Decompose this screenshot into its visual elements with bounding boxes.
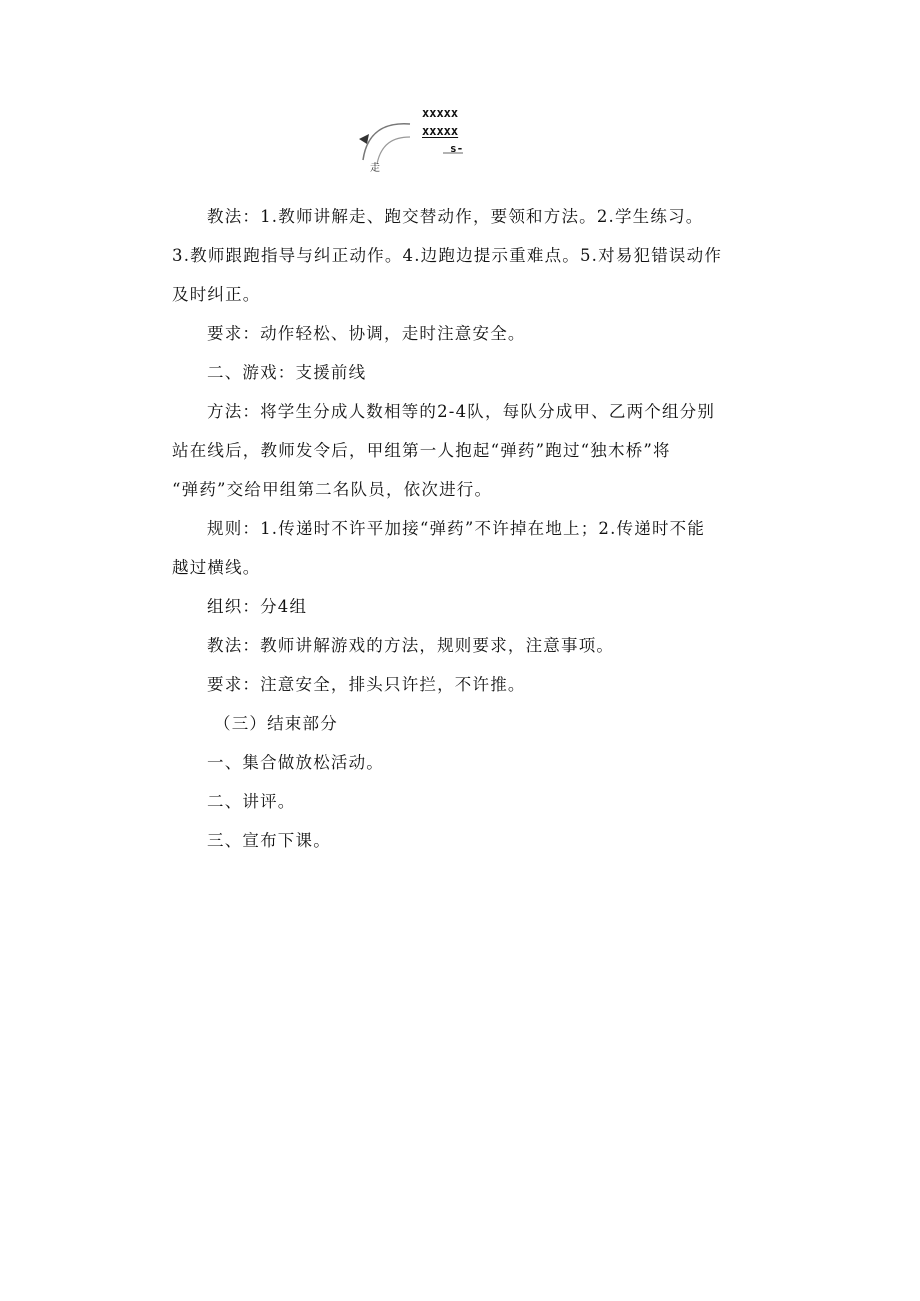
paragraph-line: “弹药”交给甲组第二名队员，依次进行。: [172, 480, 493, 499]
paragraph-line: 教法：1.教师讲解走、跑交替动作，要领和方法。2.学生练习。: [207, 207, 704, 226]
formation-start-mark: s-: [450, 142, 464, 155]
paragraph-line: 组织：分4组: [207, 597, 308, 616]
paragraph-line: 三、宣布下课。: [207, 831, 331, 850]
paragraph-line: 二、讲评。: [207, 792, 296, 811]
section-heading: （三）结束部分: [214, 714, 338, 733]
paragraph-line: 及时纠正。: [172, 285, 261, 304]
paragraph-line: 越过横线。: [172, 558, 261, 577]
paragraph-line: 教法：教师讲解游戏的方法，规则要求，注意事项。: [207, 636, 615, 655]
paragraph-line: 要求：注意安全，排头只许拦，不许推。: [207, 675, 526, 694]
paragraph-line: 要求：动作轻松、协调，走时注意安全。: [207, 324, 526, 343]
paragraph-line: 规则：1.传递时不许平加接“弹药”不许掉在地上；2.传递时不能: [207, 519, 706, 538]
paragraph-line: 方法：将学生分成人数相等的2-4队，每队分成甲、乙两个组分别: [207, 402, 716, 421]
paragraph-line: 一、集合做放松活动。: [207, 753, 384, 772]
paragraph-line: 站在线后，教师发令后，甲组第一人抱起“弹药”跑过“独木桥”将: [172, 441, 671, 460]
walk-run-diagram: [355, 102, 475, 182]
paragraph-line: 3.教师跟跑指导与纠正动作。4.边跑边提示重难点。5.对易犯错误动作: [172, 246, 723, 265]
formation-row-2: xxxxx: [422, 124, 459, 138]
section-heading: 二、游戏：支援前线: [207, 363, 367, 382]
walk-label: 走: [370, 163, 380, 174]
formation-row-1: xxxxx: [422, 106, 459, 120]
